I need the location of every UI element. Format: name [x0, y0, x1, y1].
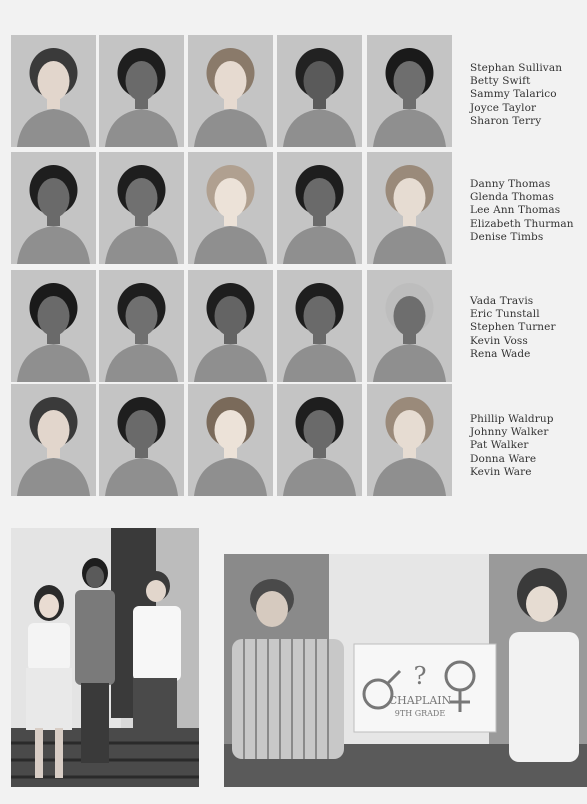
- candid-photo-stairs: [11, 528, 199, 787]
- student-portrait: [277, 384, 362, 496]
- student-name: Sharon Terry: [470, 114, 542, 127]
- student-portrait: [277, 35, 362, 147]
- student-name: Stephan Sullivan: [470, 62, 563, 74]
- student-portrait: [11, 35, 96, 147]
- student-name: Betty Swift: [470, 75, 531, 88]
- student-name: Vada Travis: [470, 295, 534, 307]
- student-name: Rena Wade: [470, 347, 531, 360]
- student-portrait: [11, 152, 96, 264]
- student-name: Sammy Talarico: [470, 88, 557, 101]
- student-name: Kevin Voss: [470, 334, 528, 347]
- student-portrait: [188, 384, 273, 496]
- student-portrait: [99, 35, 184, 147]
- student-portrait: [277, 152, 362, 264]
- sign-line-1: CHAPLAIN: [388, 694, 452, 707]
- student-portrait: [99, 152, 184, 264]
- student-name: Danny Thomas: [470, 178, 551, 190]
- student-portrait: [188, 270, 273, 382]
- student-portrait: [188, 35, 273, 147]
- student-name: Denise Timbs: [470, 230, 544, 243]
- sign-line-2: 9TH GRADE: [394, 709, 446, 718]
- student-portrait: [367, 270, 452, 382]
- student-name: Phillip Waldrup: [470, 413, 554, 425]
- student-portrait: [11, 270, 96, 382]
- student-portrait: [367, 384, 452, 496]
- student-name: Elizabeth Thurman: [470, 217, 574, 230]
- sign-symbol: ?: [413, 662, 427, 690]
- name-list-row-3: [470, 295, 556, 361]
- student-name: Pat Walker: [470, 439, 529, 452]
- name-list-row-2: [470, 178, 574, 244]
- student-portrait: [277, 270, 362, 382]
- name-list-row-1: [470, 62, 562, 128]
- student-name: Stephen Turner: [470, 321, 556, 334]
- student-name: Kevin Ware: [470, 465, 532, 478]
- student-name: Joyce Taylor: [470, 101, 537, 114]
- student-name: Donna Ware: [470, 452, 537, 465]
- student-name: Lee Ann Thomas: [470, 204, 561, 217]
- student-portrait: [99, 384, 184, 496]
- name-list-row-4: [470, 413, 554, 479]
- student-name: Johnny Walker: [470, 426, 549, 439]
- student-name: Eric Tunstall: [470, 308, 540, 321]
- student-portrait: [367, 35, 452, 147]
- student-portrait: [99, 270, 184, 382]
- student-portrait: [11, 384, 96, 496]
- student-portrait: [367, 152, 452, 264]
- candid-photo-sign: [224, 554, 587, 787]
- student-portrait: [188, 152, 273, 264]
- student-name: Glenda Thomas: [470, 191, 555, 204]
